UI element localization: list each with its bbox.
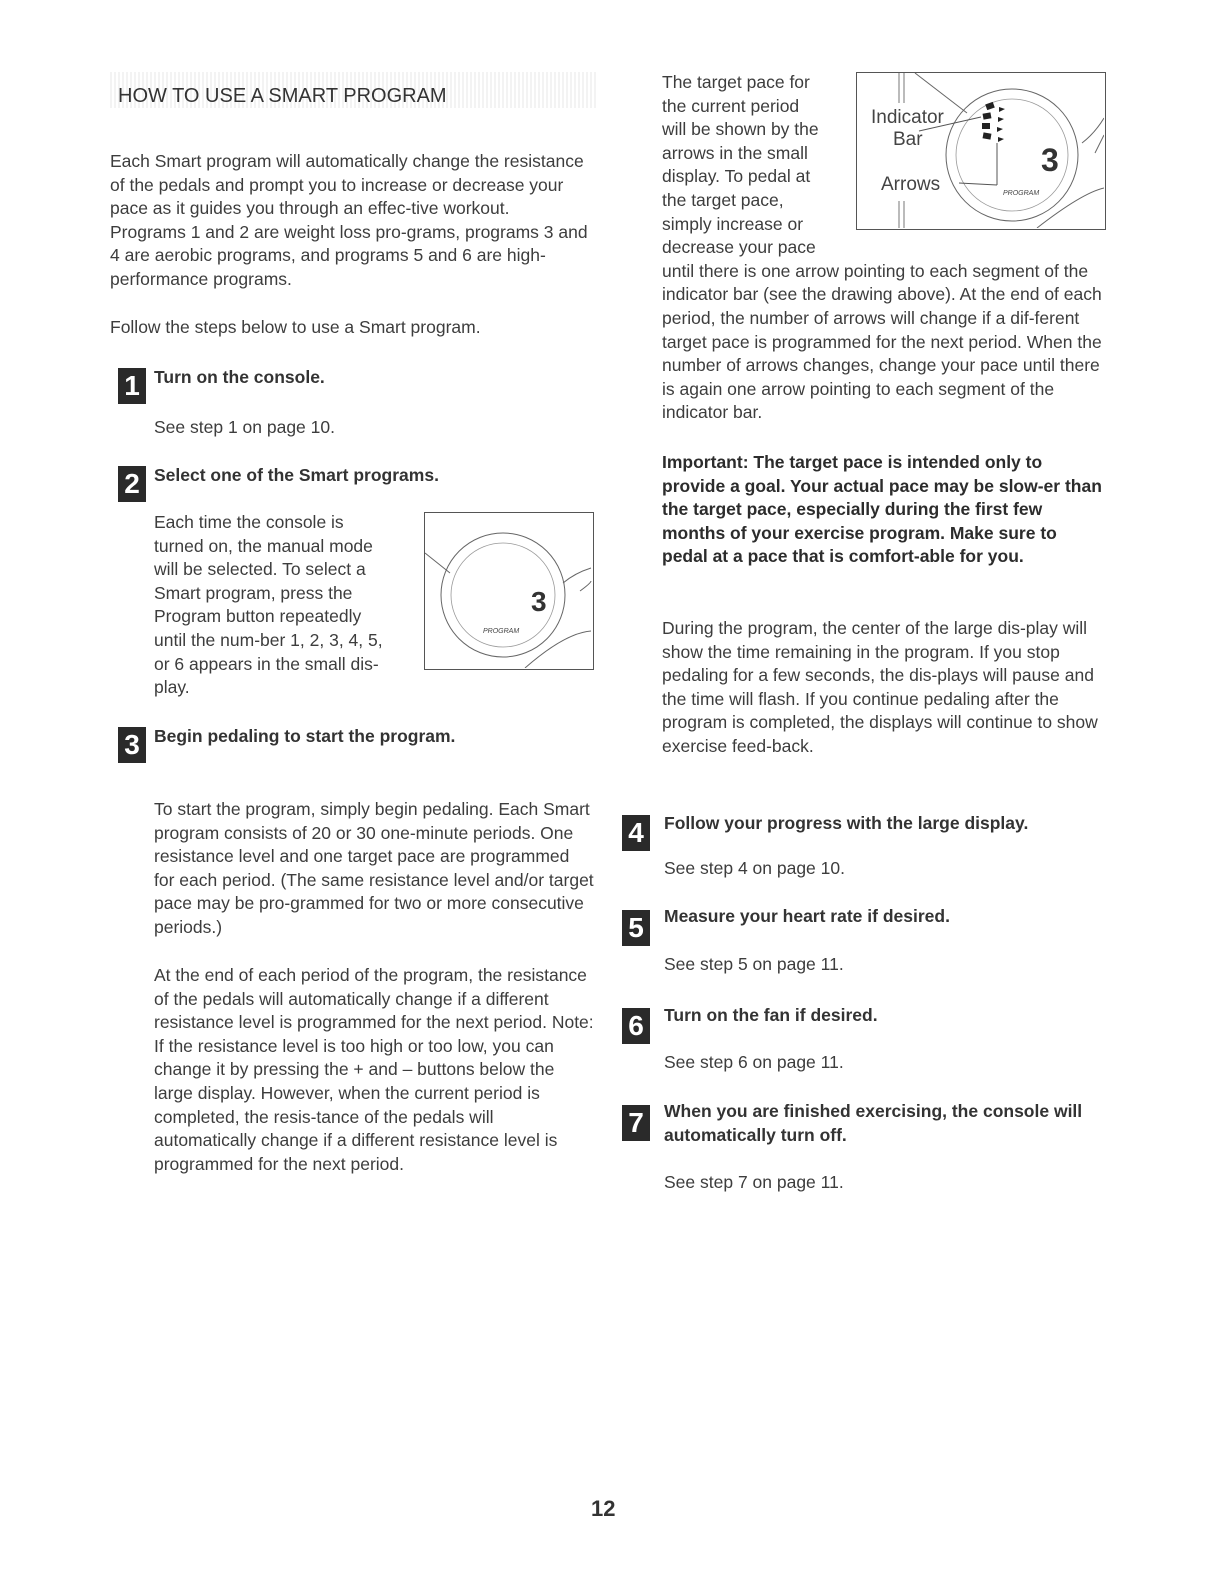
arrows-label: Arrows xyxy=(881,174,941,195)
console-drawing xyxy=(425,513,592,668)
large-display-program-label: PROGRAM xyxy=(1003,190,1040,197)
step-1-icon: 1 xyxy=(118,368,146,404)
page-number: 12 xyxy=(591,1496,616,1521)
large-display-digit: 3 xyxy=(1041,142,1059,178)
small-display-digit: 3 xyxy=(531,586,547,617)
target-pace-paragraph: The target pace for the current period will be shown by the arrows in the small display. To pedal at the target pace, simply increase or decrease your pace until there is one arrow pointing to each segment of the indicator bar (see the drawing above). At the end of each period, the number of arrows will change if a dif-ferent target pace is programmed for the next period. When the number of arrows changes, change your pace until there is again one arrow pointing to each segment of the indicator bar. xyxy=(662,71,1104,425)
step-4-heading: Follow your progress with the large display. xyxy=(664,813,1029,833)
step-4-icon: 4 xyxy=(622,815,650,851)
step-7-body: See step 7 on page 11. xyxy=(664,1172,844,1192)
step-3-heading: Begin pedaling to start the program. xyxy=(154,726,456,746)
step-6-body: See step 6 on page 11. xyxy=(664,1052,844,1072)
step-5-body: See step 5 on page 11. xyxy=(664,954,844,974)
step-6-heading: Turn on the fan if desired. xyxy=(664,1005,878,1025)
intro-paragraph: Each Smart program will automatically change the resistance of the pedals and prompt you to increase or decrease your pace as it guides you through an effec-tive workout. Programs 1 and 2 are weight loss pro-grams, programs 3 and 4 are aerobic programs, and programs 5 and 6 are high-performance programs. xyxy=(110,151,588,289)
step-7-icon: 7 xyxy=(622,1105,650,1141)
step-1-body: See step 1 on page 10. xyxy=(154,417,335,437)
section-title xyxy=(110,72,598,108)
step-2-heading: Select one of the Smart programs. xyxy=(154,465,439,485)
small-display-diagram xyxy=(424,512,594,670)
step-7-heading: When you are finished exercising, the console will automatically turn off. xyxy=(664,1101,1083,1145)
indicator-label: Indicator xyxy=(871,107,944,128)
step-3-body-2: At the end of each period of the program, the resistance of the pedals will automatically change if a different resistance level is programmed for the next period. Note: If the resistance level is too high or too low, you can change it by pressing the + and – buttons below the large display. However, when the current period is completed, the resis-tance of the pedals will automatically change if a different resistance level is programmed for the next period. xyxy=(154,965,594,1174)
step-5-icon: 5 xyxy=(622,910,650,946)
indicator-drawing xyxy=(857,73,1104,228)
section-title-text: HOW TO USE A SMART PROGRAM xyxy=(118,85,447,107)
step-1-heading: Turn on the console. xyxy=(154,367,325,387)
small-display-program-label: PROGRAM xyxy=(483,628,520,635)
bar-label: Bar xyxy=(893,129,923,150)
during-program-paragraph: During the program, the center of the large dis-play will show the time remaining in the program. If you stop pedaling for a few seconds, the dis-plays will pause and the time will flash. If you continue pedaling after the program is completed, the displays will continue to show exercise feed-back. xyxy=(662,618,1098,756)
intro-follow-text: Follow the steps below to use a Smart program. xyxy=(110,317,481,337)
indicator-bar-diagram xyxy=(856,72,1106,230)
step-6-icon: 6 xyxy=(622,1008,650,1044)
important-note: Important: The target pace is intended only to provide a goal. Your actual pace may be slow-er than the target pace, especially during the first few months of your exercise program. Make sure to pedal at a pace that is comfort-able for you. xyxy=(662,452,1102,567)
step-3-icon: 3 xyxy=(118,727,146,763)
step-4-body: See step 4 on page 10. xyxy=(664,858,845,878)
step-2-icon: 2 xyxy=(118,466,146,502)
step-5-heading: Measure your heart rate if desired. xyxy=(664,906,950,926)
step-3-body: To start the program, simply begin pedaling. Each Smart program consists of 20 or 30 one-minute periods. One resistance level and one target pace are programmed for each period. (The same resistance level and/or target pace may be pro-grammed for two or more consecutive periods.) xyxy=(154,799,594,937)
step-2-body: Each time the console is turned on, the manual mode will be selected. To select a Smart program, press the Program button repeatedly until the num-ber 1, 2, 3, 4, 5, or 6 appears in the small dis-play. xyxy=(154,512,383,698)
